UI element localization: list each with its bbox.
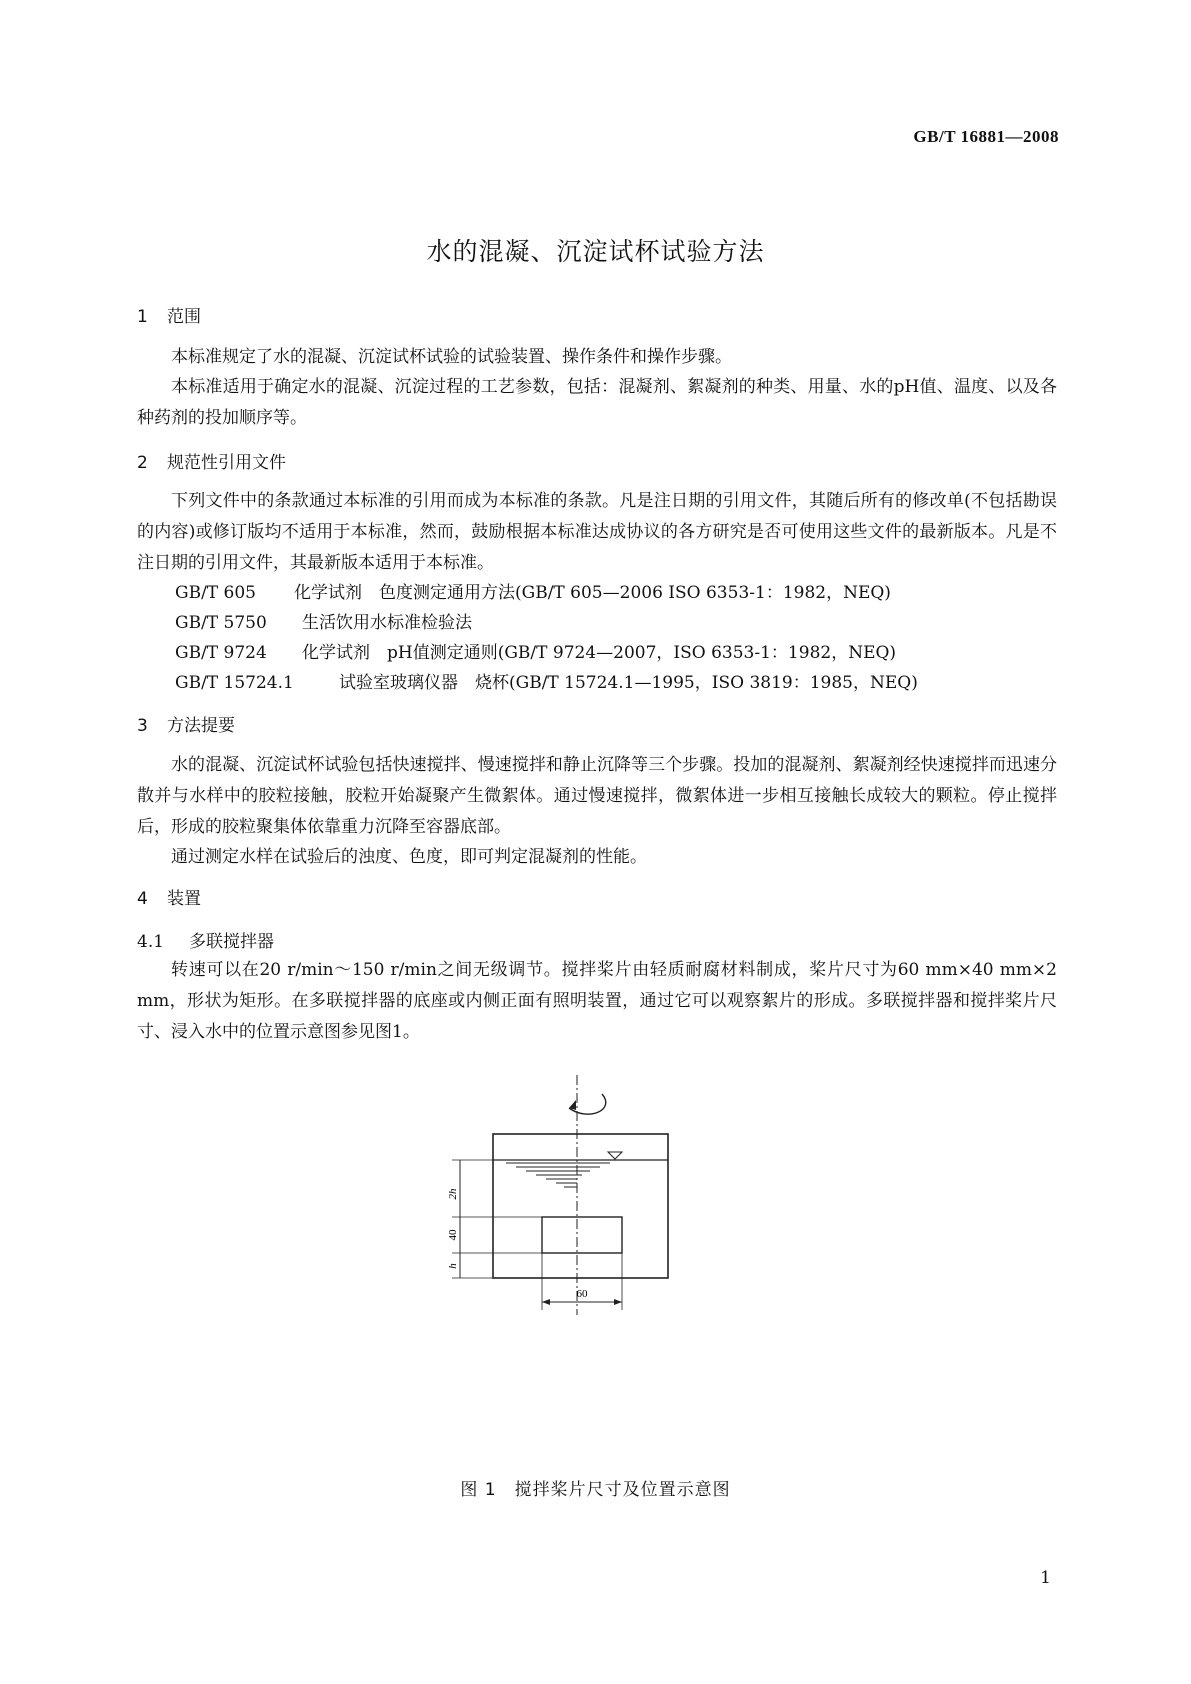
dimension-label-2h: 2h: [447, 1188, 459, 1200]
reference-title: 试验室玻璃仪器 烧杯(GB/T 15724.1—1995，ISO 3819：1985，NEQ): [339, 673, 918, 693]
figure-caption: 图 1 搅拌桨片尺寸及位置示意图: [460, 1480, 731, 1500]
section-title: 范围: [167, 307, 201, 327]
reference-code: GB/T 5750: [175, 613, 267, 633]
subsection-4-1-heading: [137, 927, 274, 952]
reference-code: GB/T 9724: [175, 643, 267, 663]
section-number: 1: [137, 307, 148, 327]
paragraph: 转速可以在20 r/min～150 r/min之间无级调节。搅拌桨片由轻质耐腐材料制成，桨片尺寸为60 mm×40 mm×2 mm，形状为矩形。在多联搅拌器的底座或内侧正面有照明装置，通过它可以观察絮片的形成。多联搅拌器和搅拌桨片尺寸、浸入水中的位置示意图参见图1。: [137, 960, 1057, 1042]
dimension-label-40: 40: [447, 1229, 459, 1241]
section-number: 2: [137, 453, 148, 473]
dimension-label-60: 60: [576, 1288, 588, 1300]
page-number: 1: [1040, 1568, 1051, 1588]
subsection-title: 多联搅拌器: [189, 932, 274, 952]
reference-title: 化学试剂 pH值测定通则(GB/T 9724—2007，ISO 6353-1：1982，NEQ): [302, 643, 897, 663]
dimension-arrow-icon: [542, 1299, 550, 1305]
section-4-heading: [137, 884, 201, 909]
reference-code: GB/T 15724.1: [175, 673, 294, 693]
standard-code: GB/T 16881—2008: [913, 127, 1059, 146]
reference-item: [175, 608, 472, 633]
section-title: 方法提要: [167, 716, 235, 736]
section-2-heading: [137, 448, 286, 473]
dimension-label-h: h: [447, 1263, 459, 1269]
section-number: 4: [137, 889, 148, 909]
beaker-outline: [493, 1134, 668, 1278]
reference-item: [175, 578, 891, 603]
dimension-arrow-icon: [614, 1299, 622, 1305]
section-number: 3: [137, 716, 148, 736]
reference-item: [175, 638, 896, 663]
water-level-marker-icon: [608, 1152, 622, 1159]
water-hatching: [506, 1163, 610, 1187]
reference-title: 化学试剂 色度测定通用方法(GB/T 605—2006 ISO 6353-1：1982，NEQ): [294, 583, 891, 603]
section-3-heading: [137, 711, 235, 736]
reference-code: GB/T 605: [175, 583, 256, 603]
reference-item: [175, 668, 918, 693]
document-title: 水的混凝、沉淀试杯试验方法: [426, 237, 765, 266]
section-title: 规范性引用文件: [167, 453, 286, 473]
paragraph: 下列文件中的条款通过本标准的引用而成为本标准的条款。凡是注日期的引用文件，其随后所有的修改单(不包括勘误的内容)或修订版均不适用于本标准，然而，鼓励根据本标准达成协议的各方研究是否可使用这些文件的最新版本。凡是不注日期的引用文件，其最新版本适用于本标准。: [137, 491, 1057, 573]
stirring-paddle: [542, 1217, 622, 1253]
paragraph: 通过测定水样在试验后的浊度、色度，即可判定混凝剂的性能。: [171, 847, 647, 867]
paragraph: 本标准规定了水的混凝、沉淀试杯试验的试验装置、操作条件和操作步骤。: [171, 347, 732, 367]
figure-1-diagram: [440, 1070, 700, 1320]
paragraph: 本标准适用于确定水的混凝、沉淀过程的工艺参数，包括：混凝剂、絮凝剂的种类、用量、水的pH值、温度、以及各种药剂的投加顺序等。: [137, 377, 1057, 428]
reference-title: 生活饮用水标准检验法: [302, 613, 472, 633]
subsection-number: 4.1: [137, 932, 165, 952]
paragraph: 水的混凝、沉淀试杯试验包括快速搅拌、慢速搅拌和静止沉降等三个步骤。投加的混凝剂、絮凝剂经快速搅拌而迅速分散并与水样中的胶粒接触，胶粒开始凝聚产生微絮体。通过慢速搅拌，微絮体进一步相互接触长成较大的颗粒。停止搅拌后，形成的胶粒聚集体依靠重力沉降至容器底部。: [137, 755, 1057, 837]
section-1-heading: [137, 302, 201, 327]
section-title: 装置: [167, 889, 201, 909]
